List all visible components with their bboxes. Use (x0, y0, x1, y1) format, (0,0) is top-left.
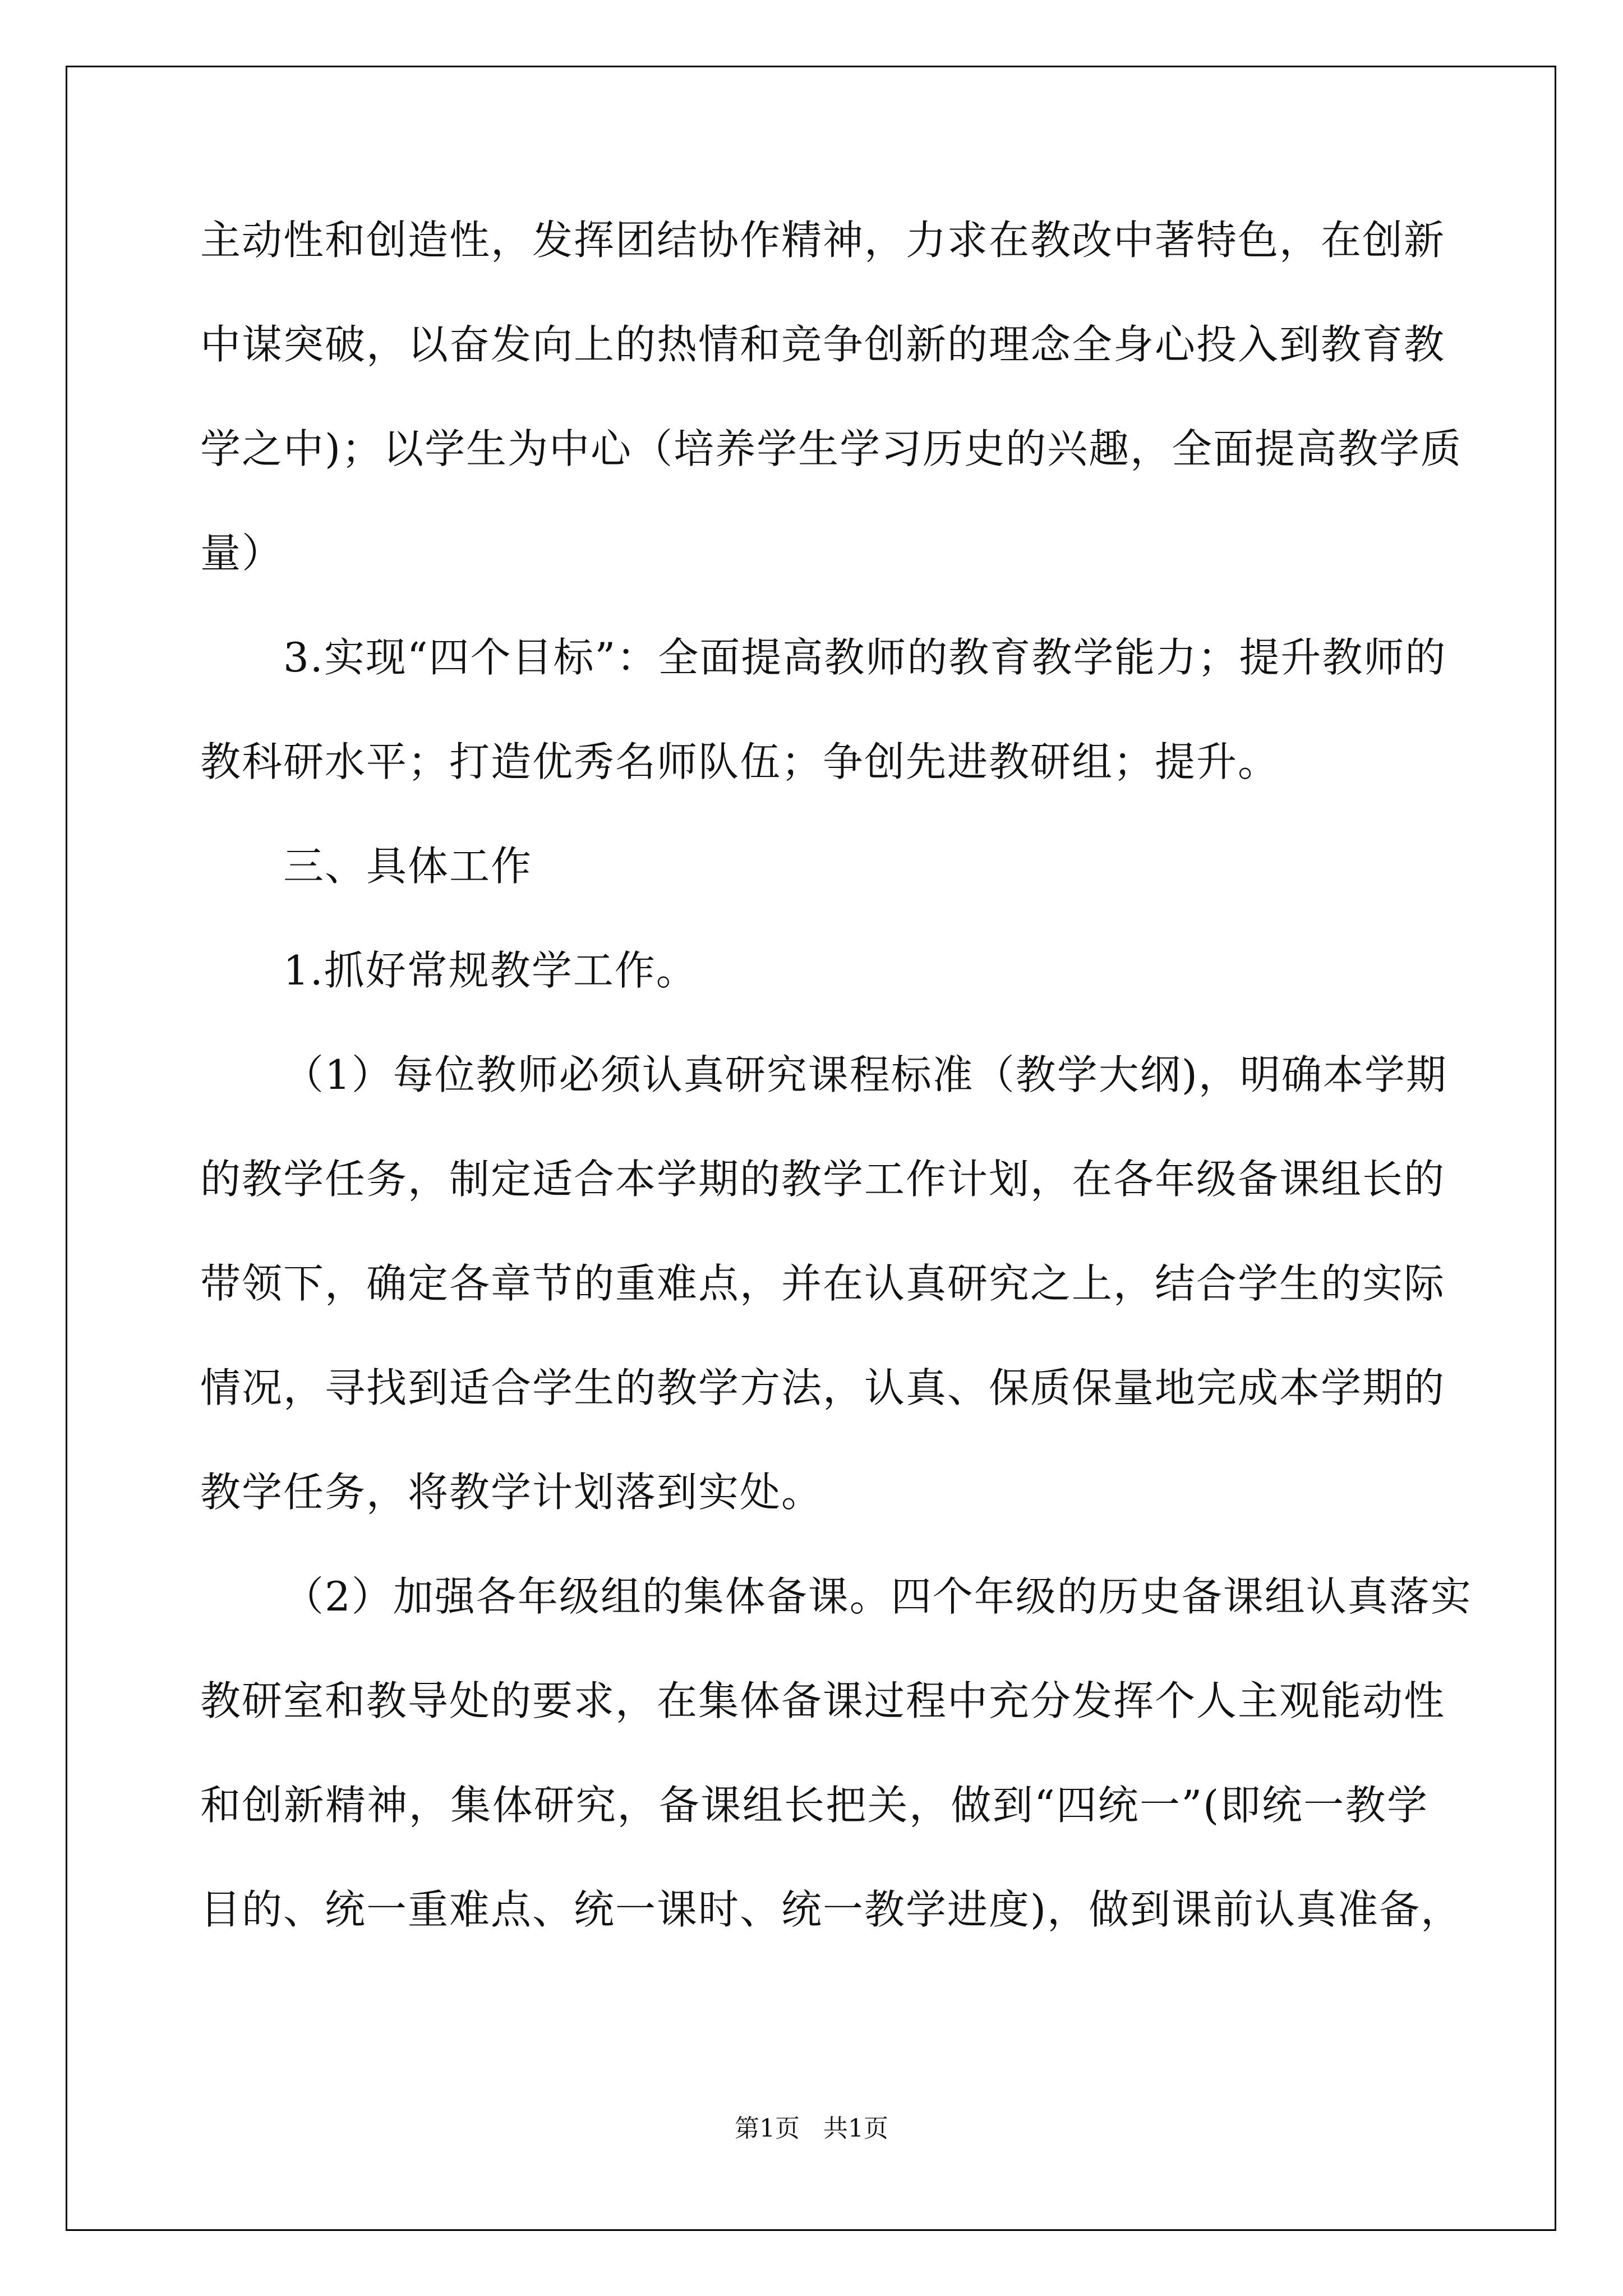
body-line: 教科研水平；打造优秀名师队伍；争创先进教研组；提升。 (200, 738, 1280, 785)
body-line: 量） (200, 530, 284, 577)
body-line: 情况，寻找到适合学生的教学方法，认真、保质保量地完成本学期的 (200, 1364, 1446, 1411)
body-line: 学之中)；以学生为中心（培养学生学习历史的兴趣，全面提高教学质 (200, 425, 1463, 472)
page-footer: 第1页 共1页 (735, 2114, 888, 2143)
body-line: 3.实现“四个目标”：全面提高教师的教育教学能力；提升教师的 (283, 634, 1447, 681)
body-line: （1）每位教师必须认真研究课程标准（教学大纲)，明确本学期 (283, 1051, 1447, 1098)
body-line: 三、具体工作 (283, 843, 533, 890)
body-line: 中谋突破，以奋发向上的热情和竞争创新的理念全身心投入到教育教 (200, 321, 1446, 368)
body-line: 带领下，确定各章节的重难点，并在认真研究之上，结合学生的实际 (200, 1260, 1446, 1307)
body-line: 1.抓好常规教学工作。 (283, 947, 698, 994)
body-line: 主动性和创造性，发挥团结协作精神，力求在教改中著特色，在创新 (200, 217, 1446, 264)
body-line: 教学任务，将教学计划落到实处。 (200, 1469, 823, 1516)
body-line: 和创新精神，集体研究，备课组长把关，做到“四统一”(即统一教学 (200, 1782, 1428, 1829)
body-line: 的教学任务，制定适合本学期的教学工作计划，在各年级备课组长的 (200, 1156, 1446, 1203)
body-line: 教研室和教导处的要求，在集体备课过程中充分发挥个人主观能动性 (200, 1677, 1446, 1724)
body-line: 目的、统一重难点、统一课时、统一教学进度)，做到课前认真准备， (200, 1886, 1463, 1933)
body-line: （2）加强各年级组的集体备课。四个年级的历史备课组认真落实 (283, 1573, 1472, 1620)
